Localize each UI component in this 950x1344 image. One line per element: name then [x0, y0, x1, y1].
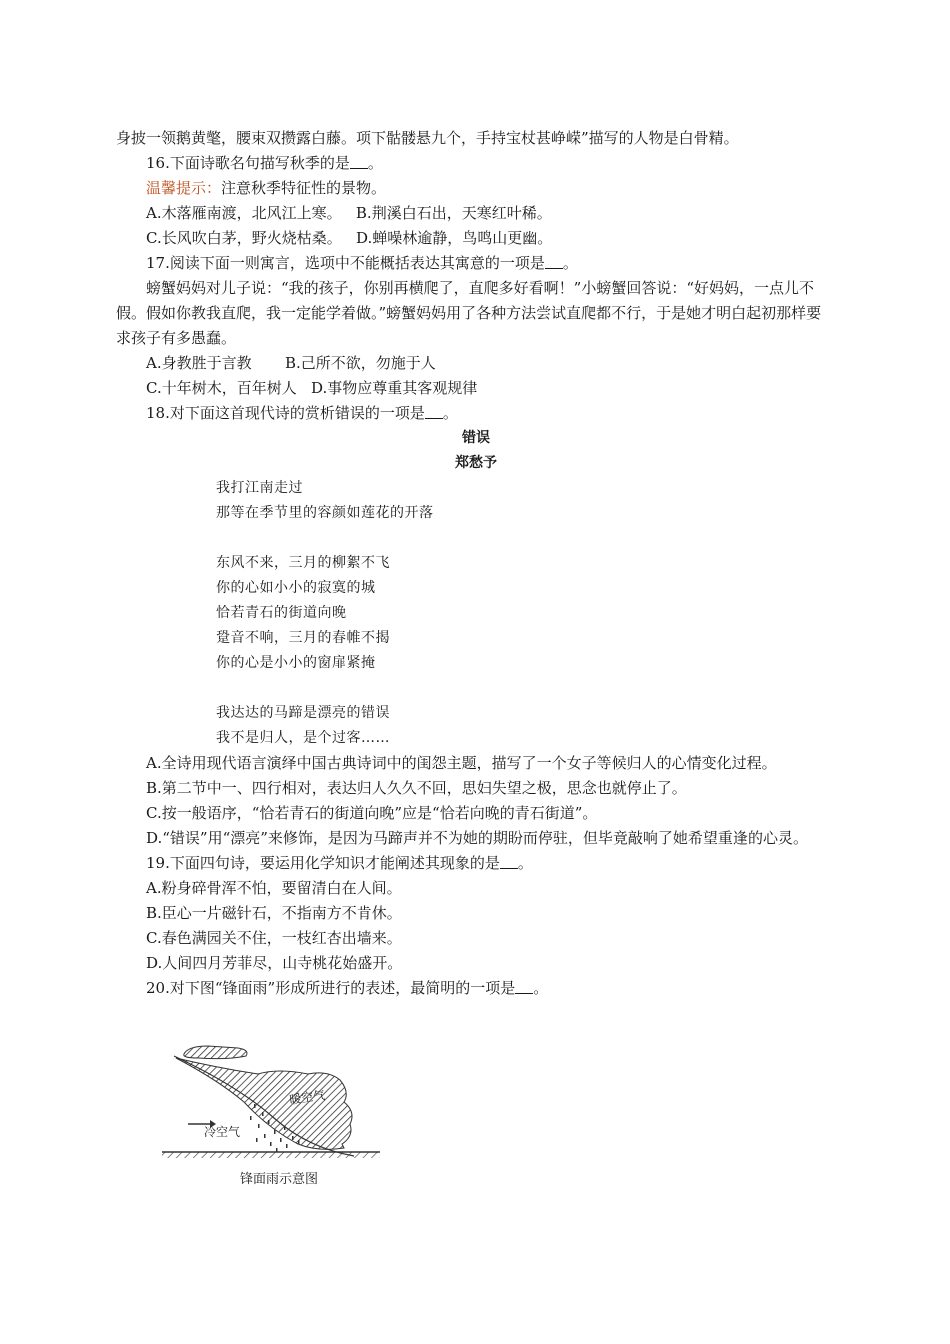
option-line: A.身教胜于言教 B.己所不欲，勿施于人	[146, 354, 436, 372]
figure-caption: 锋面雨示意图	[240, 1172, 319, 1187]
option-line: C.十年树木，百年树人 D.事物应尊重其客观规律	[146, 379, 478, 397]
option-line: A.全诗用现代语言演绎中国古典诗词中的闺怨主题，描写了一个女子等候归人的心情变化过程。	[146, 754, 777, 772]
answer-blank	[545, 254, 563, 269]
poem-line: 我打江南走过	[216, 480, 303, 496]
top-cloud	[184, 1046, 247, 1059]
option-line: B.第二节中一、四行相对，表达归人久久不回，思妇失望之极，思念也就停止了。	[146, 779, 687, 797]
document-body	[116, 126, 836, 1001]
answer-blank	[515, 979, 533, 994]
warm-air-label: 暖空气	[288, 1088, 327, 1107]
option-line: D.“错误”用“漂亮”来修饰，是因为马蹄声并不为她的期盼而停驻，但毕竟敲响了她希望重逢的心灵。	[146, 829, 808, 847]
fable-paragraph: 螃蟹妈妈对儿子说：“我的孩子，你别再横爬了，直爬多好看啊！”小螃蟹回答说：“好妈妈，一点儿不假。假如你教我直爬，我一定能学着做。”螃蟹妈妈用了各种方法尝试直爬都不行，于是她才明白起初那样要求孩子有多愚蠢。	[116, 279, 822, 347]
poem-line: 我不是归人，是个过客……	[216, 730, 390, 746]
poem-line: 恰若青石的街道向晚	[216, 605, 347, 621]
ground-hatch	[162, 1152, 380, 1158]
text-line: 身披一领鹅黄氅，腰束双攒露白藤。项下骷髅悬九个，手持宝杖甚峥嵘”描写的人物是白骨精。	[116, 129, 739, 147]
option-line: C.春色满园关不住，一枝红杏出墙来。	[146, 929, 402, 947]
answer-blank	[425, 404, 443, 419]
poem-line: 你的心如小小的寂寞的城	[216, 580, 376, 596]
option-line: D.人间四月芳菲尽，山寺桃花始盛开。	[146, 954, 403, 972]
option-line: C.按一般语序，“恰若青石的街道向晚”应是“恰若向晚的青石街道”。	[146, 804, 598, 822]
poem-title: 错误	[462, 430, 490, 446]
option-line: B.臣心一片磁针石，不指南方不肯休。	[146, 904, 402, 922]
hint-line: 温馨提示：注意秋季特征性的景物。	[146, 179, 387, 197]
poem-line: 东风不来，三月的柳絮不飞	[216, 555, 390, 571]
option-line: A.粉身碎骨浑不怕，要留清白在人间。	[146, 879, 402, 897]
poem-author: 郑愁予	[455, 455, 497, 471]
poem-line: 跫音不响，三月的春帷不揭	[216, 630, 390, 646]
option-line: A.木落雁南渡，北风江上寒。 B.荆溪白石出，天寒红叶稀。	[146, 204, 552, 222]
poem-line: 我达达的马蹄是漂亮的错误	[216, 705, 390, 721]
hint-label: 温馨提示：	[146, 179, 222, 197]
poem-line: 那等在季节里的容颜如莲花的开落	[216, 505, 434, 521]
question-18: 18.对下面这首现代诗的赏析错误的一项是 。	[146, 404, 458, 422]
question-17: 17.阅读下面一则寓言，选项中不能概括表达其寓意的一项是 。	[146, 254, 578, 272]
option-line: C.长风吹白茅，野火烧枯桑。 D.蝉噪林逾静，鸟鸣山更幽。	[146, 229, 553, 247]
question-19: 19.下面四句诗，要运用化学知识才能阐述其现象的是 。	[146, 854, 533, 872]
question-20: 20.对下图“锋面雨”形成所进行的表述，最简明的一项是 。	[146, 979, 549, 997]
answer-blank	[500, 854, 518, 869]
answer-blank	[350, 154, 368, 169]
poem-line: 你的心是小小的窗扉紧掩	[216, 655, 376, 671]
cold-air-label: 冷空气	[204, 1125, 241, 1139]
question-16: 16.下面诗歌名句描写秋季的是 。	[146, 154, 383, 172]
